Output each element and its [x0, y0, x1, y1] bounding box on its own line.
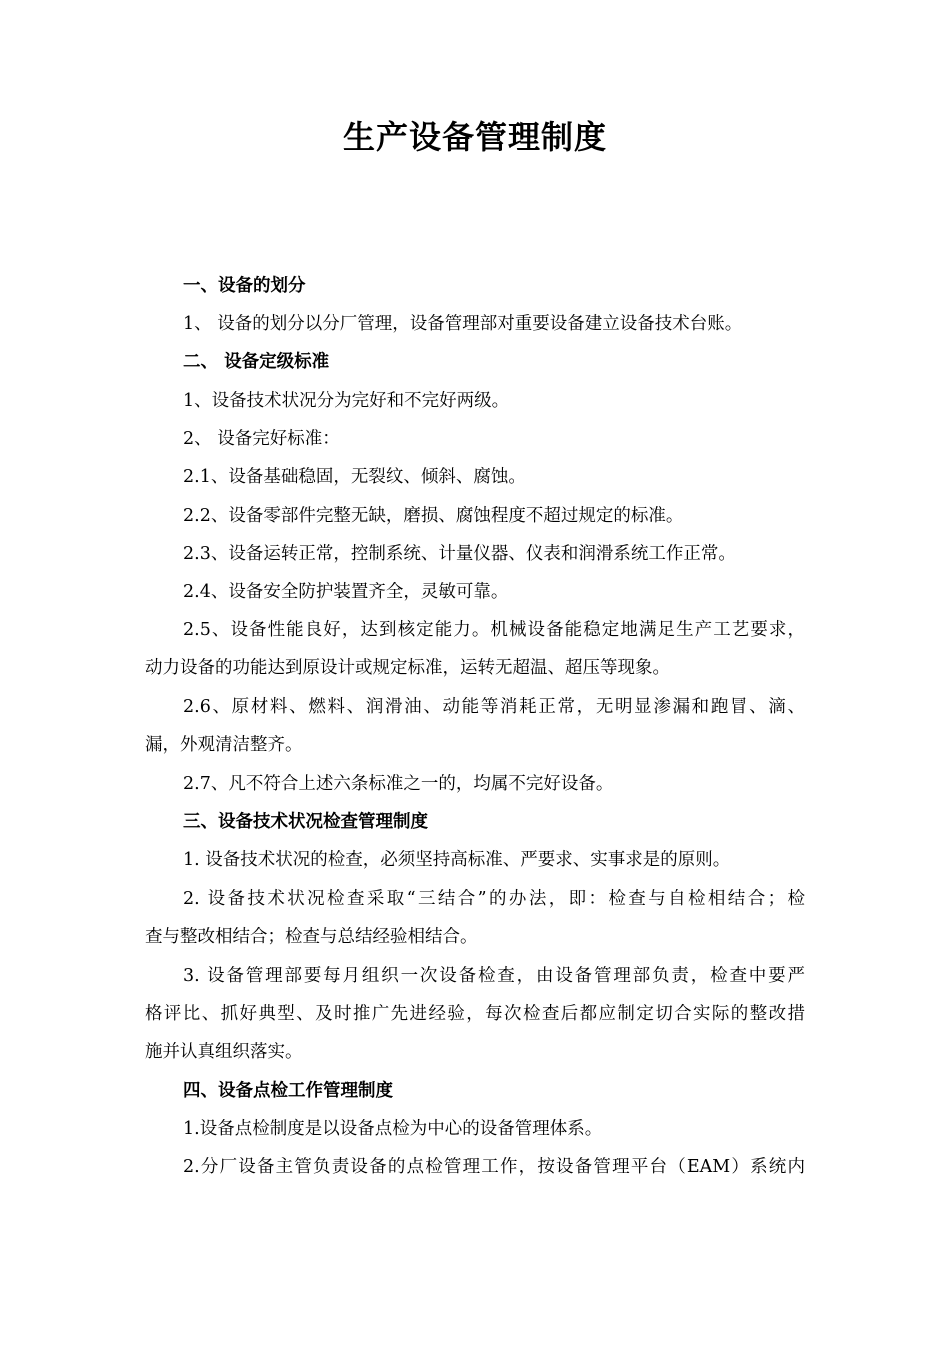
- paragraph-line: 漏，外观清洁整齐。: [145, 735, 303, 755]
- paragraph: 1. 设备技术状况的检查，必须坚持高标准、严要求、实事求是的原则。: [183, 850, 731, 870]
- section-heading-2: 二、 设备定级标准: [183, 352, 330, 372]
- page-title: 生产设备管理制度: [342, 118, 607, 156]
- paragraph: 2.3、设备运转正常，控制系统、计量仪器、仪表和润滑系统工作正常。: [183, 544, 736, 564]
- section-heading-3: 三、设备技术状况检查管理制度: [183, 812, 428, 832]
- paragraph-line: 格评比、抓好典型、及时推广先进经验，每次检查后都应制定切合实际的整改措: [145, 1004, 805, 1024]
- paragraph-line: 动力设备的功能达到原设计或规定标准，运转无超温、超压等现象。: [145, 658, 670, 678]
- paragraph: 2.1、设备基础稳固，无裂纹、倾斜、腐蚀。: [183, 467, 526, 487]
- paragraph-line: 2. 设备技术状况检查采取“三结合”的办法，即：检查与自检相结合；检: [183, 889, 805, 909]
- paragraph: 2.2、设备零部件完整无缺，磨损、腐蚀程度不超过规定的标准。: [183, 506, 684, 526]
- paragraph-line: 2.分厂设备主管负责设备的点检管理工作，按设备管理平台（EAM）系统内: [183, 1157, 805, 1177]
- paragraph-line: 2.6、原材料、燃料、润滑油、动能等消耗正常，无明显渗漏和跑冒、滴、: [183, 697, 805, 717]
- paragraph: 1.设备点检制度是以设备点检为中心的设备管理体系。: [183, 1119, 603, 1139]
- section-heading-1: 一、设备的划分: [183, 276, 306, 296]
- paragraph: 2.7、凡不符合上述六条标准之一的，均属不完好设备。: [183, 774, 614, 794]
- paragraph: 1、设备技术状况分为完好和不完好两级。: [183, 391, 510, 411]
- paragraph-line: 3. 设备管理部要每月组织一次设备检查，由设备管理部负责，检查中要严: [183, 966, 805, 986]
- paragraph-line: 施并认真组织落实。: [145, 1042, 303, 1062]
- section-heading-4: 四、设备点检工作管理制度: [183, 1081, 393, 1101]
- paragraph: 1、 设备的划分以分厂管理，设备管理部对重要设备建立设备技术台账。: [183, 314, 743, 334]
- paragraph-line: 2.5、设备性能良好，达到核定能力。机械设备能稳定地满足生产工艺要求，: [183, 620, 805, 640]
- paragraph: 2、 设备完好标准：: [183, 429, 340, 449]
- paragraph: 2.4、设备安全防护装置齐全，灵敏可靠。: [183, 582, 509, 602]
- paragraph-line: 查与整改相结合；检查与总结经验相结合。: [145, 927, 478, 947]
